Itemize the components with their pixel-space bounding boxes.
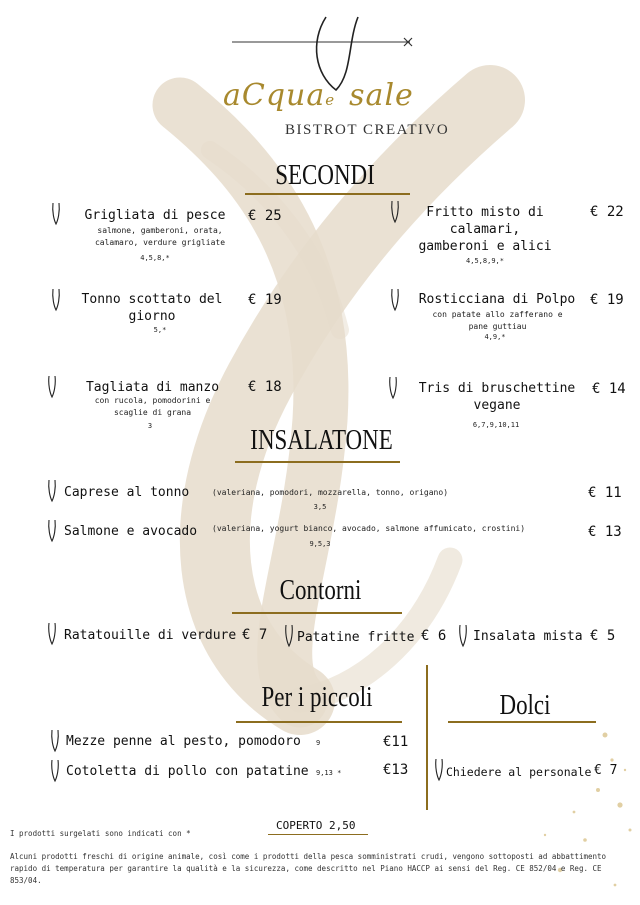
item-allergens: 3 — [147, 422, 153, 430]
vertical-divider — [426, 665, 428, 810]
fish-icon — [388, 376, 398, 400]
fish-icon — [458, 624, 468, 648]
section-rule-contorni — [232, 612, 402, 614]
section-rule-insalatone — [235, 461, 400, 463]
item-allergens: 4,5,8,* — [140, 254, 170, 262]
fish-icon — [284, 624, 294, 648]
item-name: Tonno scottato del giorno — [81, 292, 223, 324]
item-description: salmone, gamberoni, orata, calamaro, verdure grigliate — [94, 226, 226, 247]
section-title-insalatone: INSALATONE — [250, 425, 393, 456]
brand-name-left: aCqua — [223, 78, 326, 113]
section-rule-secondi — [245, 193, 410, 195]
coperto-label: COPERTO 2,50 — [276, 819, 356, 832]
item-allergens: 9 — [316, 739, 321, 747]
item-name: Cotoletta di pollo con patatine — [66, 764, 309, 779]
section-title-contorni: Contorni — [279, 575, 362, 606]
section-rule-piccoli — [236, 721, 402, 723]
item-allergens: 3,5 — [313, 503, 327, 511]
item-name: Caprese al tonno — [64, 485, 190, 500]
item-description: con patate allo zafferano e pane guttiau — [432, 310, 563, 331]
fish-icon — [47, 519, 57, 543]
fish-icon — [390, 288, 400, 312]
item-name: Patatine fritte — [297, 630, 415, 645]
fish-icon — [434, 758, 444, 782]
item-name: Ratatouille di verdure — [64, 628, 237, 643]
item-allergens: 6,7,9,10,11 — [472, 421, 520, 429]
fish-icon — [51, 288, 61, 312]
fish-icon — [51, 202, 61, 226]
item-price: € 7 — [594, 763, 618, 778]
item-name: Insalata mista — [473, 629, 583, 644]
item-price: € 19 — [590, 292, 624, 308]
item-price: € 7 — [242, 627, 268, 643]
item-price: € 13 — [588, 524, 622, 540]
fish-icon — [50, 729, 60, 753]
item-name: Tris di bruschettine vegane — [418, 381, 576, 413]
item-allergens: 5,* — [153, 326, 167, 334]
item-price: € 14 — [592, 381, 626, 397]
item-name: Mezze penne al pesto, pomodoro — [66, 734, 301, 749]
item-name: Chiedere al personale — [446, 765, 592, 779]
section-title-piccoli: Per i piccoli — [261, 682, 373, 713]
item-price: € 25 — [248, 208, 282, 224]
brand-name-mid: e — [325, 91, 336, 109]
item-description: con rucola, pomodorini e scaglie di grana — [94, 396, 211, 417]
brand-name-right: sale — [349, 78, 414, 113]
item-allergens: 9,13 * — [316, 769, 342, 777]
section-title-dolci: Dolci — [499, 690, 551, 721]
item-price: € 11 — [588, 485, 622, 501]
item-allergens: 4,9,* — [484, 333, 506, 341]
item-allergens: 9,5,3 — [309, 540, 331, 548]
item-name: Fritto misto di calamari, gamberoni e alici — [418, 205, 552, 254]
item-name: Salmone e avocado — [64, 524, 198, 539]
fish-icon — [50, 759, 60, 783]
item-price: € 18 — [248, 379, 282, 395]
item-name: Rosticciana di Polpo — [418, 292, 576, 307]
section-rule-dolci — [448, 721, 596, 723]
item-price: €11 — [383, 734, 409, 750]
fish-icon — [47, 622, 57, 646]
coperto-rule — [268, 834, 368, 835]
item-price: € 19 — [248, 292, 282, 308]
section-title-secondi: SECONDI — [275, 160, 375, 191]
item-name: Tagliata di manzo — [85, 380, 220, 395]
fish-icon — [390, 200, 400, 224]
fish-icon — [47, 479, 57, 503]
fish-icon — [47, 375, 57, 399]
brand-name — [223, 78, 414, 113]
item-price: €13 — [383, 762, 409, 778]
haccp-note: Alcuni prodotti freschi di origine animale, così come i prodotti della pesca somministrati crudi, vengono sottoposti ad abbattimento rapido di temperatura per garantire la qualità e la sicurezza, come descritto nel Piano HACCP ai sensi del Reg. CE 852/04 e Reg. CE 853/04. — [10, 852, 607, 885]
item-name: Grigliata di pesce — [84, 208, 226, 223]
brand-tagline: BISTROT CREATIVO — [285, 122, 450, 138]
frozen-note: I prodotti surgelati sono indicati con * — [10, 829, 191, 838]
item-price: € 22 — [590, 204, 624, 220]
item-allergens: 4,5,8,9,* — [466, 257, 504, 265]
item-description: (valeriana, yogurt bianco, avocado, salmone affumicato, crostini) — [212, 524, 526, 533]
item-price: € 5 — [590, 628, 616, 644]
item-description: (valeriana, pomodori, mozzarella, tonno, origano) — [212, 488, 449, 497]
item-price: € 6 — [421, 628, 447, 644]
